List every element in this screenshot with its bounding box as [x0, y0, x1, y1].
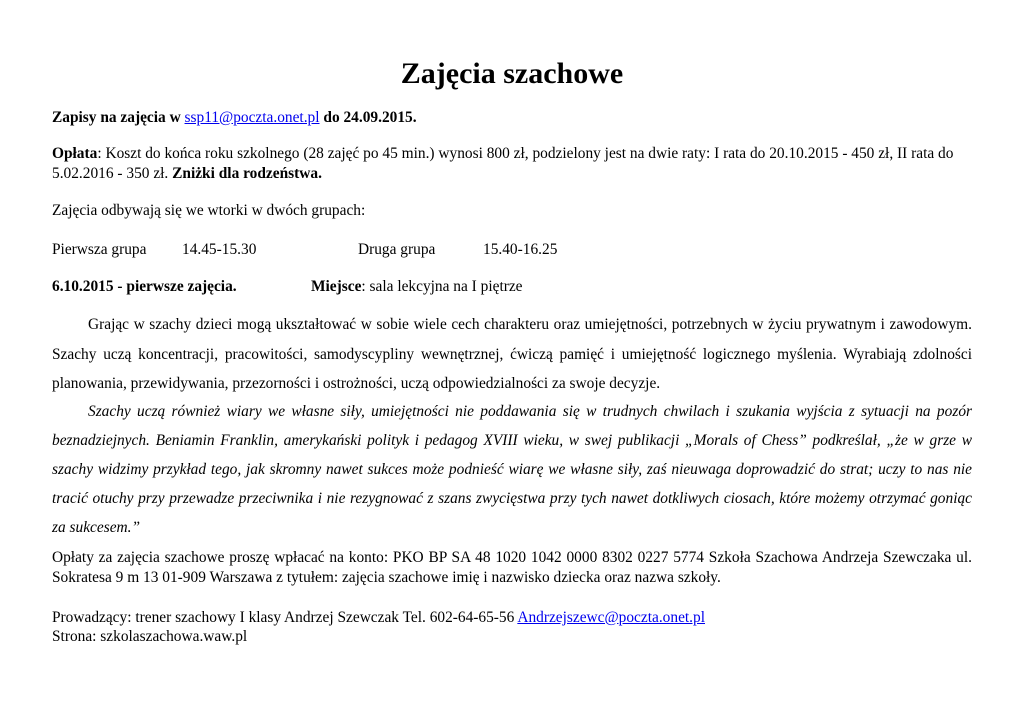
website-line: Strona: szkolaszachowa.waw.pl: [52, 628, 248, 645]
payment-paragraph: Opłaty za zajęcia szachowe proszę wpłacać na konto: PKO BP SA 48 1020 1042 0000 8302 0227 5774 Szkoła Szachowa Andrzeja Szewczaka ul. Sokratesa 9 m 13 01-909 Warszawa z tytułem: zajęcia szachowe imię i nazwisko dziecka oraz nazwa szkoły.: [52, 549, 972, 586]
franklin-quote-paragraph: Szachy uczą również wiary we własne siły, umiejętności nie poddawania się w trudnych chwilach i szukania wyjścia z sytuacji na pozór beznadziejnych. Beniamin Franklin, amerykański polityk i pedagog XVIII wieku, w swej publikacji „Morals of Chess” podkreślał, „że w grze w szachy widzimy przykład tego, jak skromny nawet sukces może podnieść wiarę we własne siły, zaś nieuwaga doprowadzić do strat; uczy to nas nie tracić otuchy przy przewadze przeciwnika i nie rezygnować z szans zwycięstwa przy tych nawet dotkliwych ciosach, które możemy otrzymać goniąc za sukcesem.”: [52, 403, 972, 536]
location-text: : sala lekcyjna na I piętrze: [361, 278, 523, 295]
enrollment-deadline: do 24.09.2015.: [319, 109, 417, 126]
group-2-name: Druga grupa: [358, 241, 436, 258]
class-location: [311, 277, 523, 297]
instructor-email-link[interactable]: Andrzejszewc@poczta.onet.pl: [517, 609, 705, 626]
first-class-date: 6.10.2015 - pierwsze zajęcia.: [52, 278, 237, 295]
benefits-paragraph: Grając w szachy dzieci mogą ukształtować w sobie wiele cech charakteru oraz umiejętności, potrzebnych w życiu prywatnym i zawodowym. Szachy uczą koncentracji, pracowitości, samodyscypliny wewnętrznej, ćwiczą pamięć i umiejętność logicznego myślenia. Wyrabiają zdolności planowania, przewidywania, przezorności i ostrożności, uczą odpowiedzialności za swoje decyzje.: [52, 316, 972, 392]
enrollment-line: [52, 108, 972, 128]
group-1-time: 14.45-15.30: [182, 241, 257, 258]
fee-text: : Koszt do końca roku szkolnego (28 zajęć po 45 min.) wynosi 800 zł, podzielony jest na dwie raty: I rata do 20.10.2015 - 450 zł, II rata do 5.02.2016 - 350 zł.: [52, 145, 954, 182]
enrollment-email-link[interactable]: ssp11@poczta.onet.pl: [184, 109, 320, 126]
enrollment-prefix: Zapisy na zajęcia w: [52, 109, 185, 126]
sibling-discount: Zniżki dla rodzeństwa.: [172, 165, 322, 182]
group-2-time: 15.40-16.25: [483, 241, 558, 258]
location-label: Miejsce: [311, 278, 362, 295]
fee-paragraph: [52, 144, 972, 184]
instructor-line: [52, 608, 972, 628]
document-title: Zajęcia szachowe: [400, 57, 624, 90]
fee-label: Opłata: [52, 145, 98, 162]
schedule-intro: Zajęcia odbywają się we wtorki w dwóch grupach:: [52, 202, 366, 219]
instructor-text: Prowadzący: trener szachowy I klasy Andrzej Szewczak Tel. 602-64-65-56: [52, 609, 518, 626]
group-1-name: Pierwsza grupa: [52, 241, 147, 258]
